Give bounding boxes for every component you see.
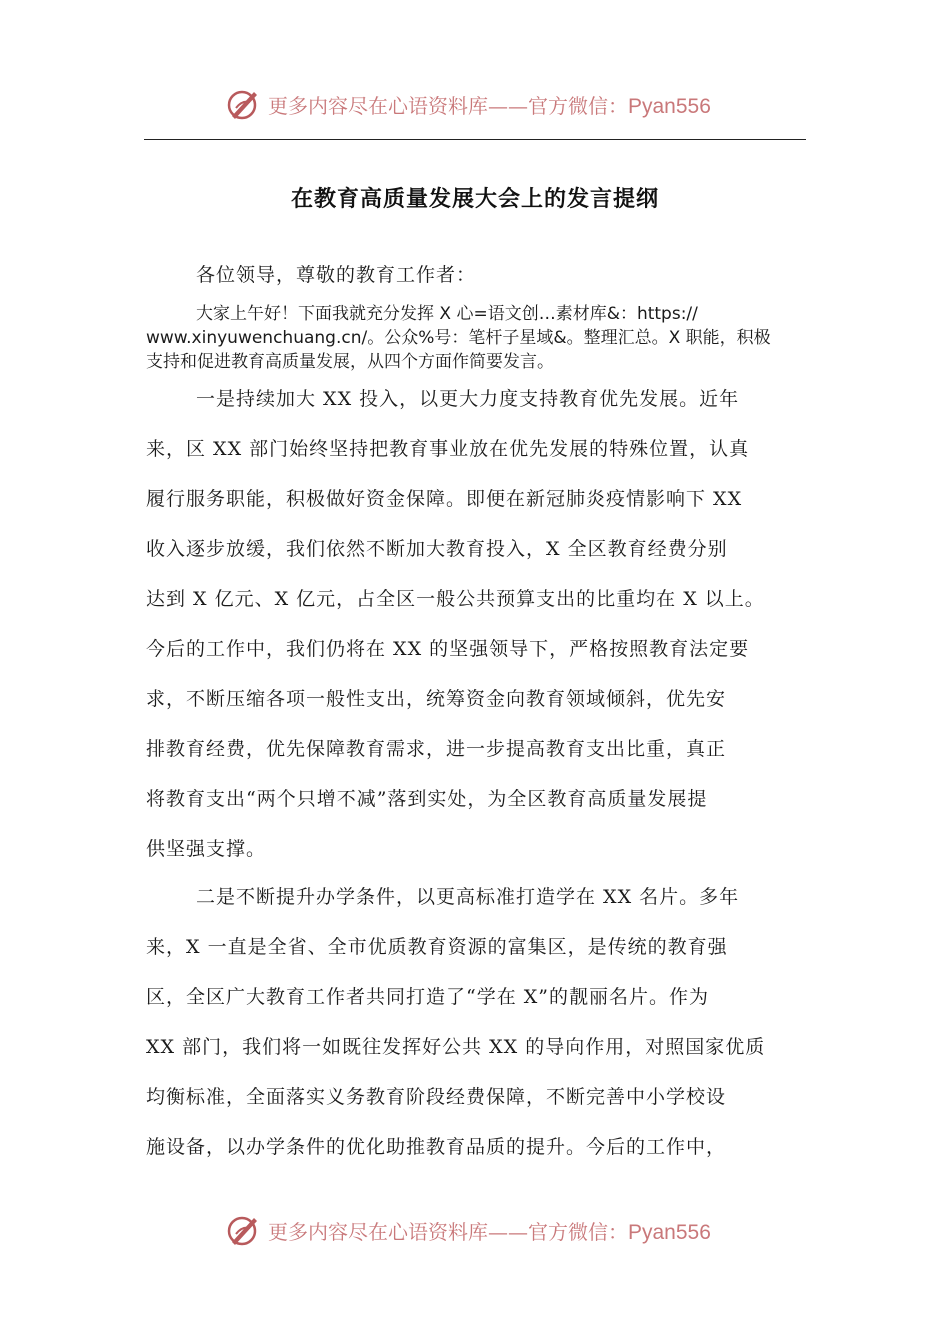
banner-text: 更多内容尽在心语资料库——官方微信：Pyan556: [268, 94, 711, 118]
para1-line: 履行服务职能，积极做好资金保障。即便在新冠肺炎疫情影响下 XX: [146, 488, 743, 510]
para1-line: 来，区 XX 部门始终坚持把教育事业放在优先发展的特殊位置，认真: [146, 438, 750, 460]
para2-line: 区，全区广大教育工作者共同打造了“学在 X”的靓丽名片。作为: [146, 986, 709, 1008]
para1-line: 达到 X 亿元、X 亿元，占全区一般公共预算支出的比重均在 X 以上。: [146, 588, 765, 610]
pen-logo-icon: [226, 86, 262, 122]
pen-logo-icon: [226, 1212, 262, 1248]
footer-banner: [0, 1210, 950, 1250]
greeting: 各位领导，尊敬的教育工作者：: [196, 264, 477, 286]
intro-line: 大家上午好！下面我就充分发挥 X 心=语文创…素材库&：https://: [196, 304, 698, 324]
intro-line: 支持和促进教育高质量发展，从四个方面作简要发言。: [146, 352, 554, 372]
para2-line: 施设备，以办学条件的优化助推教育品质的提升。今后的工作中，: [146, 1136, 727, 1158]
para2-line: XX 部门，我们将一如既往发挥好公共 XX 的导向作用，对照国家优质: [146, 1036, 766, 1058]
document-title: 在教育高质量发展大会上的发言提纲: [290, 187, 659, 212]
para1-line: 今后的工作中，我们仍将在 XX 的坚强领导下，严格按照教育法定要: [146, 638, 750, 660]
para1-line: 排教育经费，优先保障教育需求，进一步提高教育支出比重，真正: [146, 738, 727, 760]
para1-line: 一是持续加大 XX 投入，以更大力度支持教育优先发展。近年: [196, 388, 740, 410]
banner-text: 更多内容尽在心语资料库——官方微信：Pyan556: [268, 1220, 711, 1244]
para2-line: 均衡标准，全面落实义务教育阶段经费保障，不断完善中小学校设: [146, 1086, 727, 1108]
wechat-id: Pyan556: [628, 95, 711, 118]
header-banner: [0, 84, 950, 124]
intro-line: www.xinyuwenchuang.cn/。公众%号：笔杆子星域&。整理汇总。X 职能，积极: [146, 328, 771, 348]
header-divider: [144, 139, 806, 140]
wechat-id: Pyan556: [628, 1221, 711, 1244]
para1-line: 将教育支出“两个只增不减”落到实处，为全区教育高质量发展提: [146, 788, 708, 810]
para2-line: 二是不断提升办学条件，以更高标准打造学在 XX 名片。多年: [196, 886, 740, 908]
para1-line: 收入逐步放缓，我们依然不断加大教育投入，X 全区教育经费分别: [146, 538, 728, 560]
para2-line: 来，X 一直是全省、全市优质教育资源的富集区，是传统的教育强: [146, 936, 728, 958]
para1-line: 求，不断压缩各项一般性支出，统筹资金向教育领域倾斜，优先安: [146, 688, 727, 710]
para1-line: 供坚强支撑。: [146, 838, 267, 860]
